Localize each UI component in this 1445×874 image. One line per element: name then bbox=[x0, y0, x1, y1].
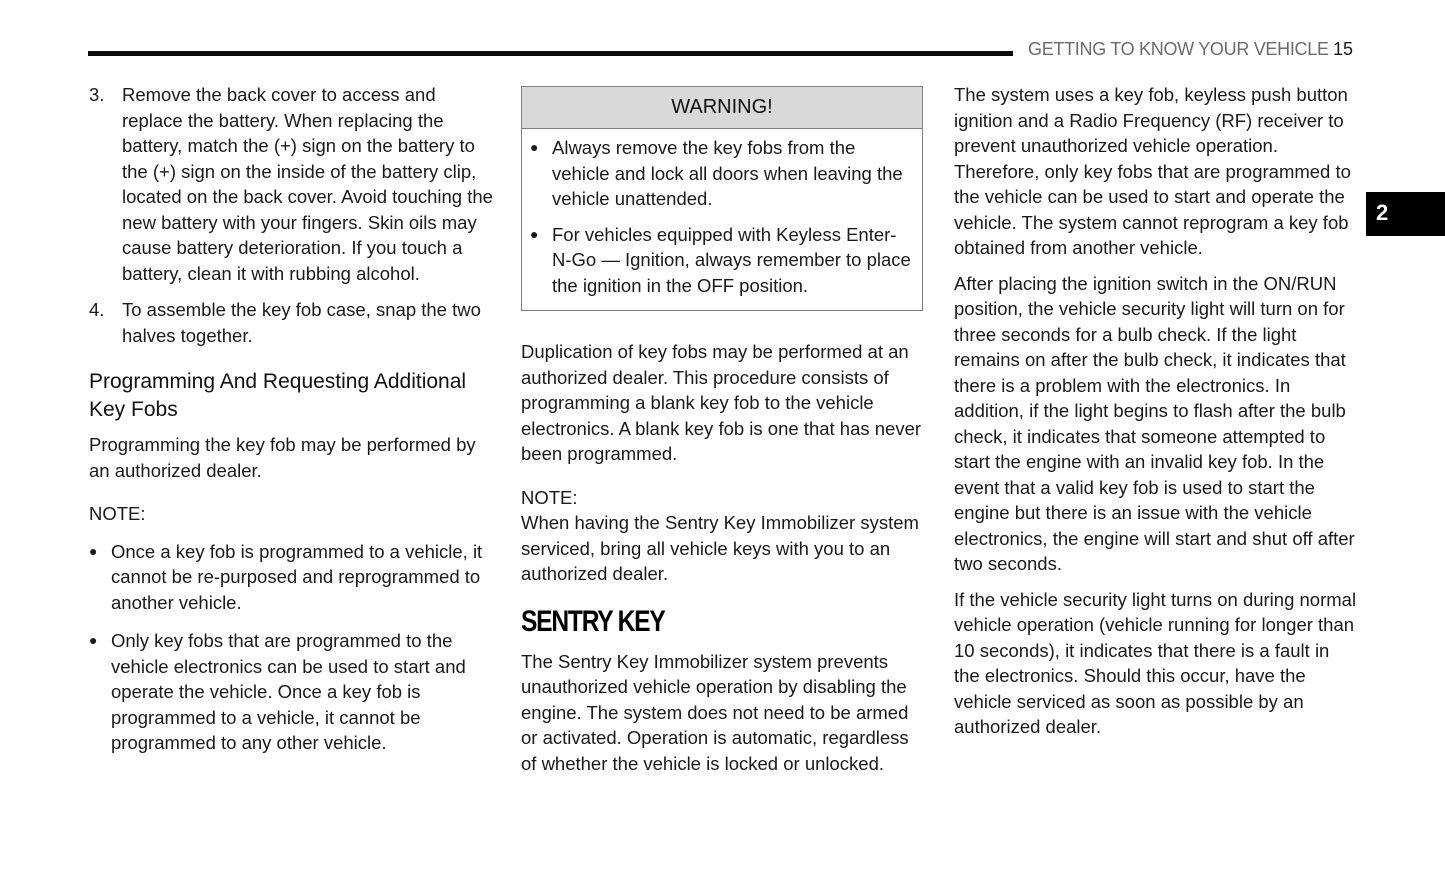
warning-body bbox=[522, 129, 922, 310]
step-text: Remove the back cover to access and replace the battery. When replacing the battery, match the (+) sign on the battery to the (+) sign on the inside of the battery clip, located on the back cover. Avoid touching the new battery with your fingers. Skin oils may cause battery deterioration. If you touch a battery, clean it with rubbing alcohol. bbox=[122, 84, 493, 284]
bullet-icon: ● bbox=[89, 542, 98, 559]
warning-bullet bbox=[530, 135, 912, 212]
duplication-paragraph: Duplication of key fobs may be performed at an authorized dealer. This procedure consists of programming a blank key fob to the vehicle electronics. A blank key fob is one that has never been programmed. bbox=[521, 341, 922, 464]
header-rule bbox=[88, 51, 1013, 56]
column-2 bbox=[521, 82, 926, 786]
warning-box bbox=[521, 86, 923, 311]
running-title: GETTING TO KNOW YOUR VEHICLE bbox=[1028, 39, 1329, 59]
column-3 bbox=[954, 82, 1359, 750]
paragraph: If the vehicle security light turns on during normal vehicle operation (vehicle running for longer than 10 seconds), it indicates that there is a fault in the electronics. Should this occur, have the vehicle serviced as soon as possible by an authorized dealer. bbox=[954, 588, 1357, 737]
bullet-icon: ● bbox=[530, 225, 539, 242]
note-text: When having the Sentry Key Immobilizer system serviced, bring all vehicle keys with you to an authorized dealer. bbox=[521, 512, 919, 584]
section-paragraph: The Sentry Key Immobilizer system prevents unauthorized vehicle operation by disabling the engine. The system does not need to be armed or activated. Operation is automatic, regardless of whether the vehicle is locked or unlocked. bbox=[521, 650, 909, 774]
step-number: 3. bbox=[89, 84, 105, 105]
paragraph: After placing the ignition switch in the ON/RUN position, the vehicle security light will turn on for three seconds for a bulb check. If the light remains on after the bulb check, it indicates that there is a problem with the electronics. In addition, if the light begins to flash after the bulb check, it indicates that someone attempted to start the engine with an invalid key fob. In the event that a valid key fob is used to start the engine but there is an issue with the vehicle electronics, the engine will start and shut off after two seconds. bbox=[954, 272, 1355, 574]
column-1 bbox=[89, 82, 494, 769]
bullet-text: Always remove the key fobs from the vehicle and lock all doors when leaving the vehicle unattended. bbox=[552, 137, 903, 209]
bullet-text: Once a key fob is programmed to a vehicle, it cannot be re-purposed and reprogrammed to another vehicle. bbox=[111, 540, 483, 613]
step-text: To assemble the key fob case, snap the two halves together. bbox=[122, 299, 481, 346]
bullet-icon: ● bbox=[530, 139, 539, 155]
subheading: Programming And Requesting Additional Key Fobs bbox=[89, 370, 467, 421]
chapter-tab bbox=[1366, 192, 1445, 236]
bullet-text: For vehicles equipped with Keyless Enter-N-Go — Ignition, always remember to place the ignition in the OFF position. bbox=[552, 223, 911, 296]
note-label: NOTE: bbox=[89, 503, 146, 524]
paragraph: The system uses a key fob, keyless push button ignition and a Radio Frequency (RF) receiver to prevent unauthorized vehicle operation. Therefore, only key fobs that are programmed to the vehicle can be used to start and operate the vehicle. The system cannot reprogram a key fob obtained from another vehicle. bbox=[954, 84, 1351, 258]
page-number: 15 bbox=[1333, 39, 1354, 59]
step-number: 4. bbox=[89, 299, 105, 320]
step-item bbox=[89, 82, 494, 286]
warning-title: WARNING! bbox=[522, 87, 922, 129]
section-title: SENTRY KEY bbox=[521, 604, 665, 638]
warning-bullet bbox=[530, 222, 912, 299]
bullet-icon: ● bbox=[89, 632, 98, 648]
chapter-number: 2 bbox=[1376, 200, 1389, 225]
bullet-text: Only key fobs that are programmed to the vehicle electronics can be used to start and operate the vehicle. Once a key fob is programmed to a vehicle, it cannot be programmed to any other vehicle. bbox=[111, 630, 466, 753]
step-item bbox=[89, 297, 494, 348]
bullet-item bbox=[89, 539, 494, 616]
note-label: NOTE: bbox=[521, 486, 578, 508]
intro-paragraph: Programming the key fob may be performed by an authorized dealer. bbox=[89, 434, 476, 481]
bullet-item bbox=[89, 628, 494, 756]
